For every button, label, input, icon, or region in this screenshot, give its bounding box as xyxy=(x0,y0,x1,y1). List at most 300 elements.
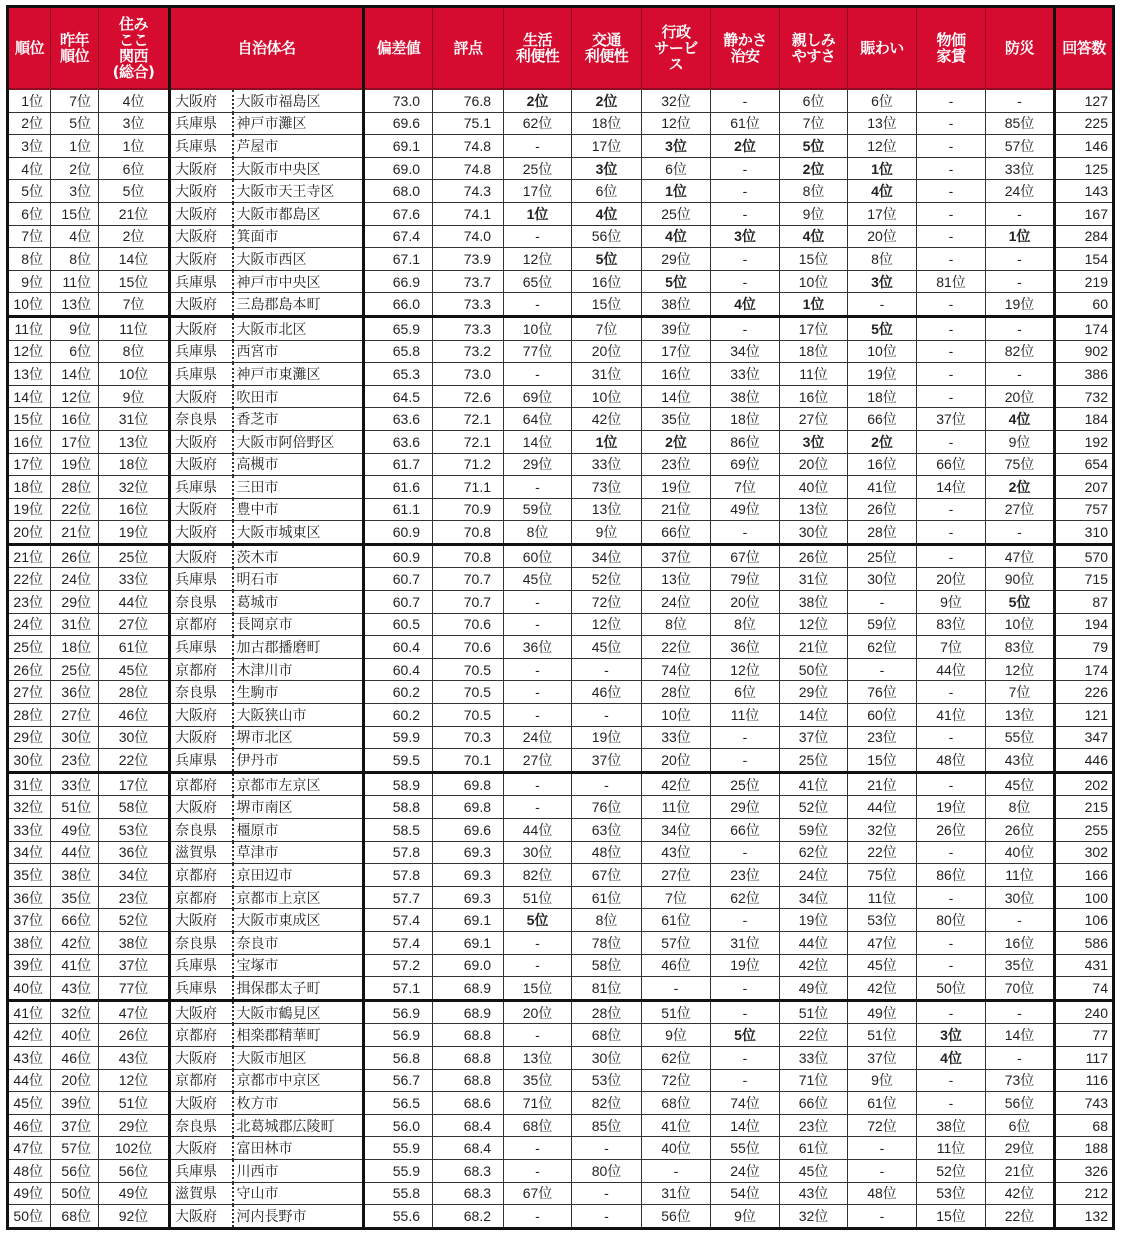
cell-score: 69.1 xyxy=(433,909,504,932)
cell-rank: 46位 xyxy=(8,1114,51,1137)
cell-score: 70.7 xyxy=(433,591,504,614)
cell-score: 68.8 xyxy=(433,1069,504,1092)
cell-rank: 8位 xyxy=(8,248,51,271)
cell-prefecture: 大阪府 xyxy=(170,157,233,180)
cell-rank: 48位 xyxy=(8,1159,51,1182)
cell-rank: 2位 xyxy=(8,112,51,135)
cell-overall-rank: 32位 xyxy=(99,476,170,499)
cell-score: 69.3 xyxy=(433,886,504,909)
cell-friendliness: 29位 xyxy=(780,681,848,704)
cell-deviation: 57.1 xyxy=(364,977,433,1001)
cell-response-count: 87 xyxy=(1055,591,1114,614)
cell-quiet-safety: 7位 xyxy=(711,476,780,499)
cell-response-count: 302 xyxy=(1055,841,1114,864)
cell-response-count: 117 xyxy=(1055,1046,1114,1069)
table-row xyxy=(8,568,1114,591)
table-row xyxy=(8,1024,1114,1047)
cell-disaster-prevention: - xyxy=(986,909,1055,932)
cell-prefecture: 大阪府 xyxy=(170,385,233,408)
cell-response-count: 207 xyxy=(1055,476,1114,499)
cell-transport-convenience: 19位 xyxy=(572,726,642,749)
cell-disaster-prevention: 56位 xyxy=(986,1092,1055,1115)
cell-rank: 25位 xyxy=(8,636,51,659)
cell-admin-service: 17位 xyxy=(642,340,711,363)
cell-liveliness: 32位 xyxy=(848,819,917,842)
cell-liveliness: 41位 xyxy=(848,476,917,499)
cell-response-count: 326 xyxy=(1055,1159,1114,1182)
cell-prefecture: 奈良県 xyxy=(170,591,233,614)
table-row xyxy=(8,316,1114,340)
cell-disaster-prevention: 1位 xyxy=(986,225,1055,248)
cell-disaster-prevention: 47位 xyxy=(986,544,1055,568)
cell-rank: 1位 xyxy=(8,89,51,112)
cell-friendliness: 32位 xyxy=(780,1205,848,1229)
cell-quiet-safety: 2位 xyxy=(711,135,780,158)
cell-rank: 34位 xyxy=(8,841,51,864)
cell-disaster-prevention: 20位 xyxy=(986,385,1055,408)
cell-prices-rent: - xyxy=(917,112,986,135)
table-row xyxy=(8,909,1114,932)
cell-transport-convenience: 67位 xyxy=(572,864,642,887)
table-row xyxy=(8,1137,1114,1160)
cell-city: 西宮市 xyxy=(233,340,364,363)
cell-rank: 9位 xyxy=(8,270,51,293)
table-row xyxy=(8,819,1114,842)
cell-liveliness: 5位 xyxy=(848,316,917,340)
cell-liveliness: 20位 xyxy=(848,225,917,248)
cell-transport-convenience: 53位 xyxy=(572,1069,642,1092)
cell-rank: 33位 xyxy=(8,819,51,842)
table-row xyxy=(8,157,1114,180)
cell-overall-rank: 61位 xyxy=(99,636,170,659)
cell-liveliness: - xyxy=(848,293,917,317)
cell-liveliness: 61位 xyxy=(848,1092,917,1115)
cell-overall-rank: 26位 xyxy=(99,1024,170,1047)
cell-score: 68.2 xyxy=(433,1205,504,1229)
cell-response-count: 60 xyxy=(1055,293,1114,317)
cell-last-year-rank: 44位 xyxy=(51,841,99,864)
cell-liveliness: 11位 xyxy=(848,886,917,909)
cell-city: 三田市 xyxy=(233,476,364,499)
cell-overall-rank: 1位 xyxy=(99,135,170,158)
cell-last-year-rank: 21位 xyxy=(51,521,99,545)
cell-admin-service: 34位 xyxy=(642,819,711,842)
cell-quiet-safety: 5位 xyxy=(711,1024,780,1047)
cell-city: 長岡京市 xyxy=(233,613,364,636)
cell-prices-rent: - xyxy=(917,886,986,909)
cell-quiet-safety: - xyxy=(711,270,780,293)
cell-city: 生駒市 xyxy=(233,681,364,704)
cell-prefecture: 兵庫県 xyxy=(170,568,233,591)
cell-living-convenience: 20位 xyxy=(504,1000,572,1024)
cell-deviation: 56.0 xyxy=(364,1114,433,1137)
cell-response-count: 184 xyxy=(1055,408,1114,431)
cell-deviation: 58.9 xyxy=(364,772,433,796)
cell-overall-rank: 5位 xyxy=(99,180,170,203)
cell-prices-rent: - xyxy=(917,135,986,158)
cell-response-count: 284 xyxy=(1055,225,1114,248)
cell-living-convenience: - xyxy=(504,591,572,614)
cell-disaster-prevention: 29位 xyxy=(986,1137,1055,1160)
cell-liveliness: 53位 xyxy=(848,909,917,932)
cell-transport-convenience: 48位 xyxy=(572,841,642,864)
cell-living-convenience: 51位 xyxy=(504,886,572,909)
header-admin-service: 行政 サービ ス xyxy=(642,7,711,90)
cell-deviation: 61.6 xyxy=(364,476,433,499)
cell-score: 68.3 xyxy=(433,1182,504,1205)
cell-transport-convenience: 31位 xyxy=(572,363,642,386)
cell-prices-rent: 19位 xyxy=(917,796,986,819)
cell-rank: 32位 xyxy=(8,796,51,819)
cell-last-year-rank: 29位 xyxy=(51,591,99,614)
cell-score: 70.6 xyxy=(433,613,504,636)
cell-quiet-safety: - xyxy=(711,1046,780,1069)
cell-liveliness: 19位 xyxy=(848,363,917,386)
cell-response-count: 174 xyxy=(1055,316,1114,340)
header-rank: 順位 xyxy=(8,7,51,90)
cell-deviation: 60.2 xyxy=(364,704,433,727)
table-row xyxy=(8,1159,1114,1182)
cell-prefecture: 大阪府 xyxy=(170,796,233,819)
cell-deviation: 58.8 xyxy=(364,796,433,819)
cell-transport-convenience: 45位 xyxy=(572,636,642,659)
cell-quiet-safety: 19位 xyxy=(711,954,780,977)
header-liveliness: 賑わい xyxy=(848,7,917,90)
cell-transport-convenience: 13位 xyxy=(572,498,642,521)
cell-deviation: 66.9 xyxy=(364,270,433,293)
cell-response-count: 446 xyxy=(1055,749,1114,773)
cell-prefecture: 大阪府 xyxy=(170,521,233,545)
cell-last-year-rank: 49位 xyxy=(51,819,99,842)
cell-rank: 16位 xyxy=(8,430,51,453)
cell-last-year-rank: 30位 xyxy=(51,726,99,749)
cell-disaster-prevention: 83位 xyxy=(986,636,1055,659)
cell-overall-rank: 28位 xyxy=(99,681,170,704)
cell-score: 74.8 xyxy=(433,157,504,180)
cell-liveliness: 47位 xyxy=(848,931,917,954)
cell-response-count: 240 xyxy=(1055,1000,1114,1024)
table-row xyxy=(8,363,1114,386)
cell-quiet-safety: 34位 xyxy=(711,340,780,363)
cell-score: 69.0 xyxy=(433,954,504,977)
cell-friendliness: 15位 xyxy=(780,248,848,271)
cell-prices-rent: - xyxy=(917,772,986,796)
cell-score: 73.7 xyxy=(433,270,504,293)
cell-transport-convenience: 73位 xyxy=(572,476,642,499)
cell-rank: 17位 xyxy=(8,453,51,476)
cell-quiet-safety: - xyxy=(711,841,780,864)
cell-liveliness: 59位 xyxy=(848,613,917,636)
cell-transport-convenience: 4位 xyxy=(572,202,642,225)
cell-last-year-rank: 13位 xyxy=(51,293,99,317)
cell-overall-rank: 45位 xyxy=(99,658,170,681)
cell-admin-service: 56位 xyxy=(642,1205,711,1229)
cell-deviation: 55.6 xyxy=(364,1205,433,1229)
cell-admin-service: 24位 xyxy=(642,591,711,614)
cell-response-count: 132 xyxy=(1055,1205,1114,1229)
cell-friendliness: 61位 xyxy=(780,1137,848,1160)
cell-rank: 49位 xyxy=(8,1182,51,1205)
cell-rank: 10位 xyxy=(8,293,51,317)
table-row xyxy=(8,1114,1114,1137)
cell-last-year-rank: 38位 xyxy=(51,864,99,887)
cell-friendliness: 34位 xyxy=(780,886,848,909)
cell-response-count: 255 xyxy=(1055,819,1114,842)
cell-rank: 7位 xyxy=(8,225,51,248)
cell-prefecture: 京都府 xyxy=(170,864,233,887)
cell-response-count: 154 xyxy=(1055,248,1114,271)
cell-score: 68.9 xyxy=(433,1000,504,1024)
cell-prefecture: 兵庫県 xyxy=(170,112,233,135)
cell-last-year-rank: 33位 xyxy=(51,772,99,796)
cell-disaster-prevention: - xyxy=(986,89,1055,112)
cell-last-year-rank: 19位 xyxy=(51,453,99,476)
cell-prefecture: 兵庫県 xyxy=(170,363,233,386)
cell-response-count: 732 xyxy=(1055,385,1114,408)
table-row xyxy=(8,1046,1114,1069)
cell-prices-rent: 52位 xyxy=(917,1159,986,1182)
cell-living-convenience: 10位 xyxy=(504,316,572,340)
cell-prefecture: 滋賀県 xyxy=(170,1182,233,1205)
cell-prefecture: 京都府 xyxy=(170,1024,233,1047)
cell-city: 大阪狭山市 xyxy=(233,704,364,727)
table-body xyxy=(8,89,1114,1228)
cell-friendliness: 10位 xyxy=(780,270,848,293)
cell-overall-rank: 6位 xyxy=(99,157,170,180)
cell-city: 大阪市北区 xyxy=(233,316,364,340)
cell-deviation: 56.5 xyxy=(364,1092,433,1115)
table-row xyxy=(8,749,1114,773)
cell-city: 橿原市 xyxy=(233,819,364,842)
cell-overall-rank: 16位 xyxy=(99,498,170,521)
cell-response-count: 194 xyxy=(1055,613,1114,636)
cell-last-year-rank: 24位 xyxy=(51,568,99,591)
cell-quiet-safety: 29位 xyxy=(711,796,780,819)
cell-disaster-prevention: 9位 xyxy=(986,430,1055,453)
cell-overall-rank: 77位 xyxy=(99,977,170,1001)
cell-prefecture: 大阪府 xyxy=(170,1000,233,1024)
cell-disaster-prevention: 85位 xyxy=(986,112,1055,135)
cell-transport-convenience: 42位 xyxy=(572,408,642,431)
table-row xyxy=(8,521,1114,545)
cell-rank: 12位 xyxy=(8,340,51,363)
table-row xyxy=(8,1092,1114,1115)
cell-rank: 44位 xyxy=(8,1069,51,1092)
cell-prices-rent: - xyxy=(917,363,986,386)
cell-rank: 22位 xyxy=(8,568,51,591)
cell-score: 69.8 xyxy=(433,772,504,796)
cell-liveliness: 6位 xyxy=(848,89,917,112)
cell-overall-rank: 10位 xyxy=(99,363,170,386)
cell-transport-convenience: 68位 xyxy=(572,1024,642,1047)
cell-last-year-rank: 3位 xyxy=(51,180,99,203)
cell-rank: 15位 xyxy=(8,408,51,431)
cell-friendliness: 8位 xyxy=(780,180,848,203)
cell-score: 68.4 xyxy=(433,1114,504,1137)
cell-liveliness: 1位 xyxy=(848,157,917,180)
header-prices-rent: 物価 家賃 xyxy=(917,7,986,90)
cell-admin-service: 28位 xyxy=(642,681,711,704)
cell-overall-rank: 12位 xyxy=(99,1069,170,1092)
cell-liveliness: 21位 xyxy=(848,772,917,796)
cell-admin-service: 6位 xyxy=(642,157,711,180)
cell-transport-convenience: 37位 xyxy=(572,749,642,773)
cell-prefecture: 京都府 xyxy=(170,886,233,909)
cell-score: 69.8 xyxy=(433,796,504,819)
table-row xyxy=(8,704,1114,727)
cell-disaster-prevention: 30位 xyxy=(986,886,1055,909)
cell-prefecture: 兵庫県 xyxy=(170,977,233,1001)
cell-overall-rank: 27位 xyxy=(99,613,170,636)
cell-prices-rent: - xyxy=(917,1000,986,1024)
cell-last-year-rank: 6位 xyxy=(51,340,99,363)
cell-admin-service: - xyxy=(642,1159,711,1182)
cell-city: 草津市 xyxy=(233,841,364,864)
cell-last-year-rank: 43位 xyxy=(51,977,99,1001)
cell-rank: 5位 xyxy=(8,180,51,203)
cell-score: 71.1 xyxy=(433,476,504,499)
cell-score: 70.5 xyxy=(433,704,504,727)
cell-rank: 19位 xyxy=(8,498,51,521)
cell-liveliness: - xyxy=(848,658,917,681)
cell-disaster-prevention: 45位 xyxy=(986,772,1055,796)
cell-quiet-safety: 4位 xyxy=(711,293,780,317)
cell-quiet-safety: 61位 xyxy=(711,112,780,135)
cell-city: 大阪市鶴見区 xyxy=(233,1000,364,1024)
table-row xyxy=(8,636,1114,659)
cell-prefecture: 兵庫県 xyxy=(170,954,233,977)
cell-last-year-rank: 57位 xyxy=(51,1137,99,1160)
cell-living-convenience: 1位 xyxy=(504,202,572,225)
cell-transport-convenience: 52位 xyxy=(572,568,642,591)
cell-quiet-safety: - xyxy=(711,89,780,112)
table-row xyxy=(8,340,1114,363)
cell-last-year-rank: 9位 xyxy=(51,316,99,340)
cell-living-convenience: 13位 xyxy=(504,1046,572,1069)
cell-city: 神戸市東灘区 xyxy=(233,363,364,386)
cell-living-convenience: - xyxy=(504,681,572,704)
cell-prices-rent: - xyxy=(917,1092,986,1115)
cell-response-count: 121 xyxy=(1055,704,1114,727)
header-municipality: 自治体名 xyxy=(170,7,364,90)
cell-liveliness: 76位 xyxy=(848,681,917,704)
cell-prefecture: 大阪府 xyxy=(170,1137,233,1160)
cell-disaster-prevention: 16位 xyxy=(986,931,1055,954)
cell-transport-convenience: 8位 xyxy=(572,909,642,932)
cell-disaster-prevention: 6位 xyxy=(986,1114,1055,1137)
cell-liveliness: 72位 xyxy=(848,1114,917,1137)
cell-overall-rank: 37位 xyxy=(99,954,170,977)
cell-overall-rank: 53位 xyxy=(99,819,170,842)
cell-overall-rank: 13位 xyxy=(99,430,170,453)
cell-friendliness: 23位 xyxy=(780,1114,848,1137)
cell-admin-service: 14位 xyxy=(642,385,711,408)
cell-prefecture: 大阪府 xyxy=(170,180,233,203)
cell-response-count: 225 xyxy=(1055,112,1114,135)
cell-deviation: 69.1 xyxy=(364,135,433,158)
cell-score: 68.6 xyxy=(433,1092,504,1115)
cell-living-convenience: 29位 xyxy=(504,453,572,476)
cell-friendliness: 5位 xyxy=(780,135,848,158)
cell-prices-rent: - xyxy=(917,202,986,225)
cell-prefecture: 大阪府 xyxy=(170,89,233,112)
cell-liveliness: 26位 xyxy=(848,498,917,521)
cell-rank: 4位 xyxy=(8,157,51,180)
table-row xyxy=(8,270,1114,293)
cell-deviation: 60.9 xyxy=(364,544,433,568)
table-row xyxy=(8,658,1114,681)
cell-deviation: 73.0 xyxy=(364,89,433,112)
header-last-year-rank: 昨年 順位 xyxy=(51,7,99,90)
cell-quiet-safety: 18位 xyxy=(711,408,780,431)
cell-living-convenience: - xyxy=(504,772,572,796)
cell-last-year-rank: 28位 xyxy=(51,476,99,499)
cell-living-convenience: 27位 xyxy=(504,749,572,773)
table-row xyxy=(8,498,1114,521)
cell-deviation: 60.5 xyxy=(364,613,433,636)
table-row xyxy=(8,476,1114,499)
cell-liveliness: 44位 xyxy=(848,796,917,819)
cell-disaster-prevention: 26位 xyxy=(986,819,1055,842)
cell-score: 73.9 xyxy=(433,248,504,271)
cell-living-convenience: - xyxy=(504,135,572,158)
header-disaster-prevention: 防災 xyxy=(986,7,1055,90)
cell-admin-service: 31位 xyxy=(642,1182,711,1205)
cell-quiet-safety: 66位 xyxy=(711,819,780,842)
cell-living-convenience: 71位 xyxy=(504,1092,572,1115)
header-deviation: 偏差値 xyxy=(364,7,433,90)
cell-admin-service: 57位 xyxy=(642,931,711,954)
cell-disaster-prevention: 73位 xyxy=(986,1069,1055,1092)
cell-prefecture: 大阪府 xyxy=(170,544,233,568)
cell-prices-rent: 83位 xyxy=(917,613,986,636)
cell-prices-rent: - xyxy=(917,157,986,180)
cell-prices-rent: - xyxy=(917,340,986,363)
cell-last-year-rank: 12位 xyxy=(51,385,99,408)
cell-rank: 36位 xyxy=(8,886,51,909)
cell-transport-convenience: 2位 xyxy=(572,89,642,112)
table-row xyxy=(8,591,1114,614)
cell-transport-convenience: 72位 xyxy=(572,591,642,614)
cell-city: 箕面市 xyxy=(233,225,364,248)
cell-city: 揖保郡太子町 xyxy=(233,977,364,1001)
cell-disaster-prevention: 40位 xyxy=(986,841,1055,864)
cell-friendliness: 17位 xyxy=(780,316,848,340)
cell-quiet-safety: - xyxy=(711,157,780,180)
cell-last-year-rank: 17位 xyxy=(51,430,99,453)
cell-prices-rent: 9位 xyxy=(917,591,986,614)
cell-quiet-safety: 20位 xyxy=(711,591,780,614)
table-row xyxy=(8,112,1114,135)
cell-prefecture: 兵庫県 xyxy=(170,476,233,499)
cell-prices-rent: 86位 xyxy=(917,864,986,887)
cell-admin-service: 43位 xyxy=(642,841,711,864)
cell-transport-convenience: 12位 xyxy=(572,613,642,636)
cell-admin-service: 1位 xyxy=(642,180,711,203)
cell-friendliness: 3位 xyxy=(780,430,848,453)
cell-city: 枚方市 xyxy=(233,1092,364,1115)
table-row xyxy=(8,1182,1114,1205)
cell-last-year-rank: 40位 xyxy=(51,1024,99,1047)
cell-admin-service: 25位 xyxy=(642,202,711,225)
cell-response-count: 570 xyxy=(1055,544,1114,568)
cell-deviation: 57.2 xyxy=(364,954,433,977)
cell-admin-service: 20位 xyxy=(642,749,711,773)
cell-living-convenience: 68位 xyxy=(504,1114,572,1137)
cell-rank: 29位 xyxy=(8,726,51,749)
cell-deviation: 69.6 xyxy=(364,112,433,135)
cell-last-year-rank: 1位 xyxy=(51,135,99,158)
